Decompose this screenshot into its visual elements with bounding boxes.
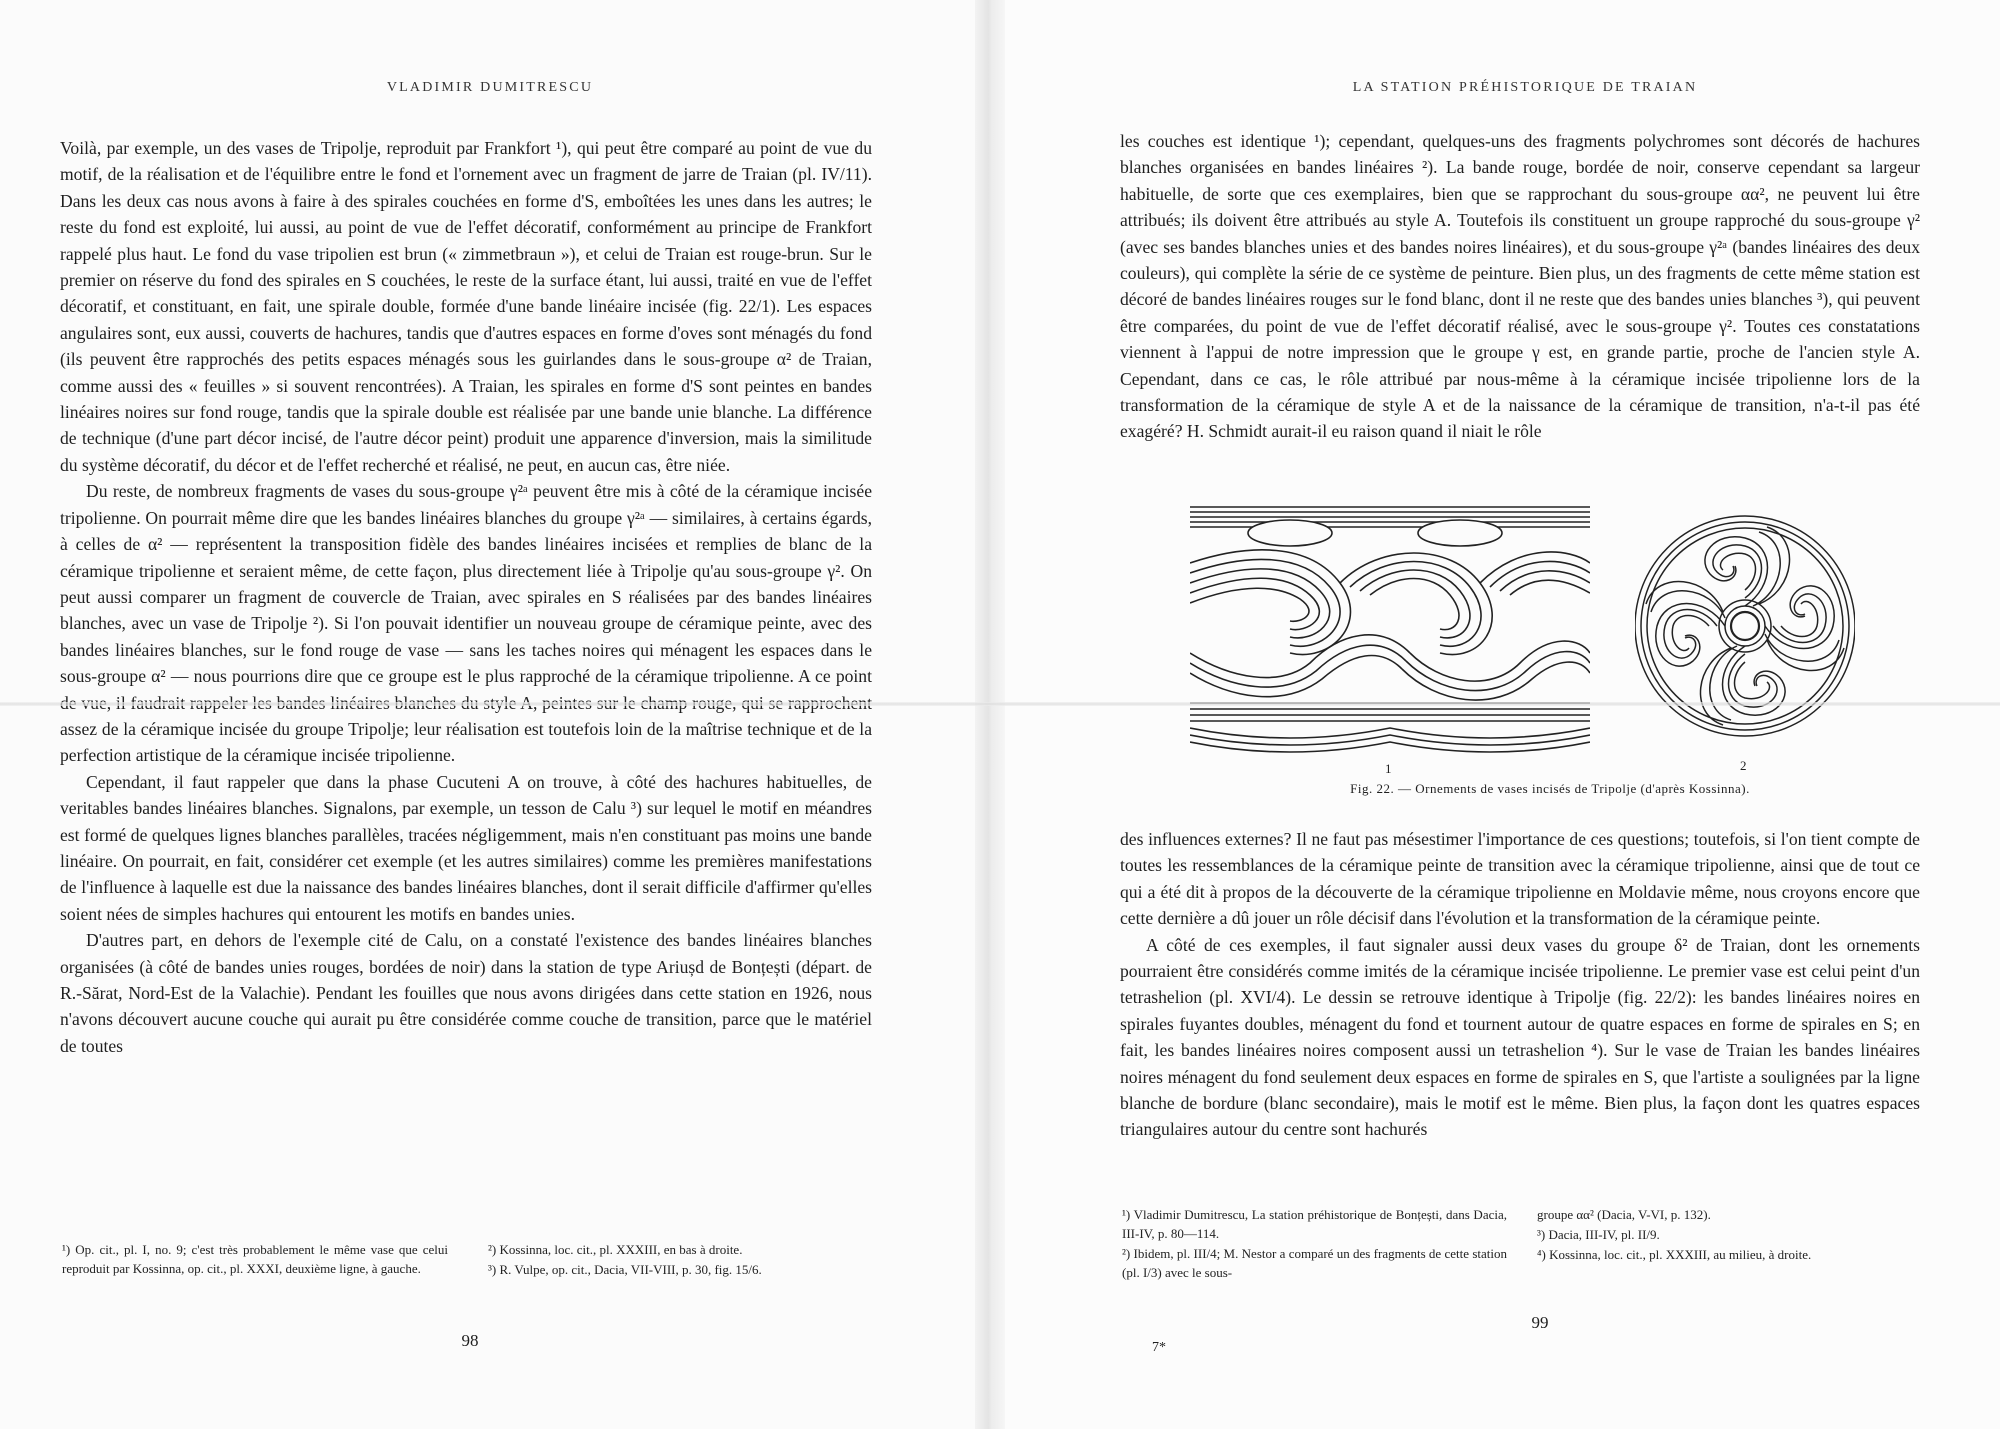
signature-mark: 7* (1152, 1340, 1166, 1355)
footnote: ⁴) Kossinna, loc. cit., pl. XXXIII, au milieu, à droite. (1537, 1247, 1812, 1262)
footnote-column (62, 1240, 448, 1280)
footnote: groupe αα² (Dacia, V-VI, p. 132). (1537, 1207, 1711, 1222)
footnotes (1122, 1205, 1922, 1283)
page-number: 98 (461, 1331, 479, 1350)
running-head: VLADIMIR DUMITRESCU (386, 80, 594, 95)
paragraph: Cependant, il faut rappeler que dans la phase Cucuteni A on trouve, à côté des hachures habituelles, de veritables bandes linéaires blanches. Signalons, par exemple, un tesson de Calu ³) sur lequel le motif en méandres est formé de quelques lignes blanches parallèles, tracées négligemment, mais n'en constituant pas moins une bande linéaire. On pourrait, en fait, considérer cet exemple (et les autres similaires) comme les premières manifestations de l'influence à laquelle est due la naissance des bandes linéaires blanches, dont il serait difficile d'affirmer qu'elles soient nées de simples hachures qui entourent les motifs en bandes unies. (60, 771, 872, 924)
paragraph: des influences externes? Il ne faut pas mésestimer l'importance de ces questions; toutefois, si l'on tient compte de toutes les ressemblances de la céramique peinte de transition avec la céramique tripolienne, ainsi que de tout ce qui a été dit à propos de la découverte de la céramique tripolienne en Moldavie même, nous croyons encore que cette dernière a dû jouer un rôle décisif dans l'évolution et la transformation de la céramique peinte. (1120, 829, 1920, 929)
figure-caption: Fig. 22. — Ornements de vases incisés de Tripolje (d'après Kossinna). (1350, 781, 1750, 796)
paragraph: Du reste, de nombreux fragments de vases du sous-groupe γ²ᵃ peuvent être mis à côté de la céramique incisée tripolienne. On pourrait même dire que les bandes linéaires blanches du groupe γ²ᵃ — similaires, à certains égards, à celles de α² — représentent la transposition fidèle des bandes linéaires incisées et remplies de blanc de la céramique tripolienne et seraient même, de cette façon, plus directement liée à Tripolje qu'au sous-groupe γ². On peut aussi comparer un fragment de couvercle de Traian, avec spirales en S réalisées par des bandes linéaires blanches, avec un vase de Tripolje ²). Si l'on pouvait identifier un nouveau groupe de céramique peinte, avec des bandes linéaires blanches, sur le fond rouge de vase — sans les taches noires qui ménagent les espaces dans le sous-groupe α² — nous pourrions dire que ce groupe est le plus rapproché de la céramique tripolienne. A ce point assez de la céramique incisée du groupe Tripolje; leur réalisation est toutefois loin de la maîtrise technique et de la perfection artistique de la céramique incisée tripolienne. (60, 481, 872, 766)
footnote: ¹) Op. cit., pl. I, no. 9; c'est très probablement le même vase que celui reproduit par Kossinna, op. cit., pl. XXXI, deuxième ligne, à gauche. (62, 1242, 448, 1276)
paper-fold-line (0, 702, 2000, 706)
paragraph: les couches est identique ¹); cependant, quelques-uns des fragments polychromes sont décorés de hachures blanches organisées en bandes linéaires ²). La bande rouge, bordée de noir, conserve cependant sa largeur habituelle, de sorte que ces exemplaires, bien que se rapprochant du sous-groupe αα², ne peuvent lui être attribués; ils doivent être attribués au style A. Toutefois ils constituent un groupe rapproché du sous-groupe γ² (avec ses bandes blanches unies et des bandes noires linéaires), et du sous-groupe γ²ᵃ (bandes linéaires des deux couleurs), qui complète la série de ce système de peinture. Bien plus, un des fragments de cette même station est décoré de bandes linéaires rouges sur le fond blanc, dont il ne reste que des bandes unies blanches ³), qui peuvent être comparées, du point de vue de l'effet décoratif réalisé, avec le sous-groupe γ². Toutes ces constatations viennent à l'appui de notre impression que le groupe γ est, en grande partie, proche de l'ancien style A. Cependant, dans ce cas, le rôle attribué par nous-même à la céramique incisée tripolienne lors de la transformation de la céramique de style A et de la naissance de la céramique de transition, n'a-t-il pas été exagéré? H. Schmidt aurait-il eu raison quand il niait le rôle (1120, 131, 1920, 442)
footnotes (62, 1240, 874, 1280)
circular-ornament-image (1635, 508, 1855, 748)
figure-22 (1190, 503, 1910, 805)
footnote: ³) Dacia, III-IV, pl. II/9. (1537, 1227, 1660, 1242)
paragraph: D'autres part, en dehors de l'exemple cité de Calu, on a constaté l'existence des bandes linéaires blanches organisées (à côté de bandes unies rouges, bordées de noir) dans la station de type Ariușd de Bonțești (départ. de R.-Sărat, Nord-Est de la Valachie). Pendant les fouilles que nous avons dirigées dans cette station en 1926, nous n'avons découvert aucune couche qui aurait pu être considérée comme couche de transition, parce que le matériel de toutes (60, 930, 872, 1056)
footnote-column (488, 1240, 874, 1280)
figure-label-1: 1 (1385, 761, 1392, 776)
footnote: ²) Kossinna, loc. cit., pl. XXXIII, en bas à droite. (488, 1242, 743, 1257)
band-ornament-image (1190, 503, 1590, 753)
body-text-top (1120, 128, 1920, 445)
running-head: LA STATION PRÉHISTORIQUE DE TRAIAN (1352, 80, 1698, 95)
footnote: ¹) Vladimir Dumitrescu, La station préhistorique de Bonțești, dans Dacia, III-IV, p. 80—114. (1122, 1207, 1507, 1241)
book-gutter (975, 0, 1005, 1429)
right-page (985, 0, 2000, 1429)
footnote-column (1122, 1205, 1507, 1283)
page-number: 99 (1531, 1313, 1549, 1332)
footnote: ³) R. Vulpe, op. cit., Dacia, VII-VIII, p. 30, fig. 15/6. (488, 1262, 762, 1277)
left-page (0, 0, 985, 1429)
footnote-column (1537, 1205, 1922, 1283)
body-text-bottom (1120, 826, 1920, 1143)
figure-label-2: 2 (1740, 758, 1747, 773)
body-text (60, 135, 872, 1059)
paragraph: A côté de ces exemples, il faut signaler aussi deux vases du groupe δ² de Traian, dont les ornements pourraient être considérés comme imités de la céramique incisée tripolienne. Le premier vase est celui peint d'un tetrashelion (pl. XVI/4). Le dessin se retrouve identique à Tripolje (fig. 22/2): les bandes linéaires noires en spirales fuyantes doubles, ménagent du fond et tournent autour de quatre espaces en forme de spirales en S; en fait, les bandes linéaires noires composent aussi un tetrashelion ⁴). Sur le vase de Traian les bandes linéaires noires ménagent du fond seulement deux espaces en forme de spirales en S, que l'artiste a soulignées par la ligne blanche de bordure (blanc secondaire), mais le motif est le même. Bien plus, la façon dont les quatres espaces triangulaires autour du centre sont hachurés (1120, 934, 1920, 1140)
footnote: ²) Ibidem, pl. III/4; M. Nestor a comparé un des fragments de cette station (pl. I/3) avec le sous- (1122, 1246, 1507, 1280)
paragraph: Voilà, par exemple, un des vases de Tripolje, reproduit par Frankfort ¹), qui peut être comparé au point de vue du motif, de la réalisation et de l'équilibre entre le fond et l'ornement avec un fragment de jarre de Traian (pl. IV/11). Dans les deux cas nous avons à faire à des spirales couchées en forme d'S, emboîtées les unes dans les autres; le reste du fond est exploité, lui aussi, au point de vue de l'effet décoratif, conformément au principe de Frankfort rappelé plus haut. Le fond du vase tripolien est brun (« zimmetbraun »), et celui de Traian est rouge-brun. Sur le premier on réserve du fond des spirales en S couchées, le reste de la surface étant, lui aussi, traité en vue de l'effet décoratif, et constituant, en fait, une spirale double, formée d'une bande linéaire incisée (fig. 22/1). Les espaces angulaires sont, eux aussi, couverts de hachures, tandis que d'autres espaces en forme d'oves sont ménagés du fond (ils peuvent être rapprochés des petits espaces ménagés sous les guirlandes dans le sous-groupe α² de Traian, comme aussi des « feuilles » si souvent rencontrées). A Traian, les spirales en forme d'S sont peintes en bandes linéaires noires sur fond rouge, tandis que la spirale double est réalisée par une bande unie blanche. La différence de technique (d'une part décor incisé, de l'autre décor peint) produit une apparence d'inversion, mais la similitude du système décoratif, du décor et de l'effet recherché et réalisé, ne peut, en aucun cas, être niée. (60, 138, 872, 475)
